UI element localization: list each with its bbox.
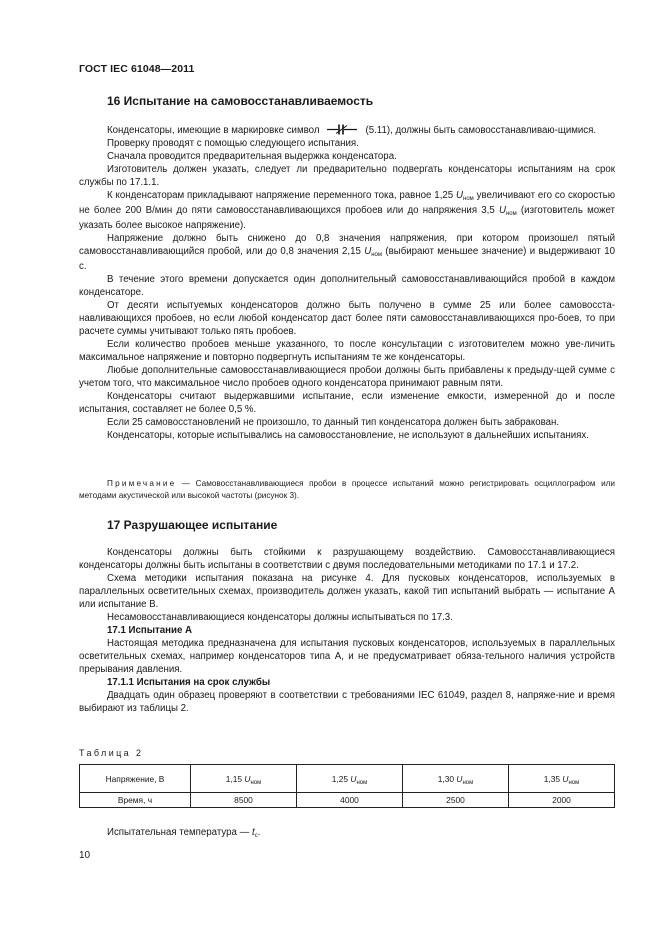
page-number: 10 [79,850,91,861]
paragraph: Если количество пробоев меньше указанного, то после консультации с изготовителем можно уве-личить максимальное напряжение и повторно подвергнуть испытаниям те же конденсаторы. [79,339,615,363]
table-row [80,793,615,808]
paragraph: Конденсаторы, имеющие в маркировке символ (5.11), должны быть самовосстанавливаю-щимися. [107,125,597,136]
table-cell: 1,25 $U_{ном}$ [297,765,403,793]
self-healing-capacitor-symbol-icon [327,124,357,135]
table-cell: 1,15 $U_{ном}$ [191,765,297,793]
note-label: Примечание [107,479,177,488]
table-cell: 4000 [297,793,403,808]
paragraph: Схема методики испытания показана на рисунке 4. Для пусковых конденсаторов, используемых в параллельных осветительных схемах, производитель должен указать, какой тип испытаний выбрать — испытание A или испытание B. [79,573,615,610]
paragraph: Конденсаторы должны быть стойкими к разрушающему воздействию. Самовосстанавливающиеся конденсаторы должны быть испытаны в соответствии с двумя последовательными методиками по 17.1 и 17.2. [79,547,615,571]
subsection-17-1-title: 17.1 Испытание A [107,625,193,636]
paragraph: К конденсаторам прикладывают напряжение переменного тока, равное 1,25 $U_{ном}$ увеличивают его со скоростью не более 200 В/мин до пяти самовосстанавливающихся пробоев или до напряжения 3,5 $U_{ном}$ (изготовитель может указать более высокое напряжение). [79,190,615,231]
paragraph: Двадцать один образец проверяют в соответствии с требованиями IEC 61049, раздел 8, напряже-ние и время выбирают из таблицы 2. [79,690,615,714]
paragraph: Сначала проводится предварительная выдержка конденсатора. [107,151,397,162]
table-cell: 1,30 $U_{ном}$ [403,765,509,793]
table-row [80,765,615,793]
temperature-line: Испытательная температура — $t_c$. [107,827,261,839]
table-caption: Таблица 2 [79,748,144,758]
note: Примечание — Самовосстанавливающиеся пробои в процессе испытаний можно регистрировать осциллографом или методами акустической или высокой частоты (рисунок 3). [79,479,615,500]
table-cell: 2500 [403,793,509,808]
paragraph: Проверку проводят с помощью следующего испытания. [107,138,359,149]
paragraph: Конденсаторы, которые испытывались на самовосстановление, не используют в дальнейших испытаниях. [107,430,589,441]
table-cell: 8500 [191,793,297,808]
section-16-body [79,124,615,442]
paragraph: Любые дополнительные самовосстанавливающиеся пробои должны быть прибавлены к предыду-щей сумме с учетом того, что максимальное число пробоев одного конденсатора принимают равным пяти. [79,365,615,389]
subsection-17-1-1-title: 17.1.1 Испытания на срок службы [107,677,271,688]
document-header: ГОСТ IEC 61048—2011 [79,63,195,75]
section-17-body [79,546,615,715]
table-cell: 2000 [509,793,615,808]
paragraph: Настоящая методика предназначена для испытания пусковых конденсаторов, используемых в параллельных осветительных схемах, например конденсаторов типа A, и не предусматривает обяза-тельного наличия устройств прерывания давления. [79,638,615,675]
paragraph: Напряжение должно быть снижено до 0,8 значения напряжения, при котором произошел пятый самовосстанавливающийся пробой, или до 0,8 значения 2,15 $U_{ном}$ (выбирают меньшее значение) и выдерживают 10 с. [79,233,615,272]
paragraph: Несамовосстанавливающиеся конденсаторы должны испытываться по 17.3. [107,612,453,623]
paragraph: Конденсаторы считают выдержавшими испытание, если изменение емкости, измеренной до и после испытания, составляет не более 0,5 %. [79,391,615,415]
paragraph: От десяти испытуемых конденсаторов должно быть получено в сумме 25 или более самовосста-навливающихся пробоев, но если любой конденсатор даст более пяти самовосстанавливающихся про-боев, то при расчете суммы учитывают только пять пробоев. [79,300,615,337]
table-cell: Напряжение, В [80,765,191,793]
table-cell: Время, ч [80,793,191,808]
paragraph: В течение этого времени допускается один дополнительный самовосстанавливающийся пробой в каждом конденсаторе. [79,274,615,298]
table-2 [79,764,615,808]
section-16-title: 16 Испытание на самовосстанавливаемость [107,94,374,108]
table-cell: 1,35 $U_{ном}$ [509,765,615,793]
section-17-title: 17 Разрушающее испытание [107,518,278,532]
paragraph: Если 25 самовосстановлений не произошло, то данный тип конденсатора должен быть забракован. [107,417,560,428]
paragraph: Изготовитель должен указать, следует ли предварительно подвергать конденсаторы испытаниям на срок службы по 17.1.1. [79,164,615,188]
